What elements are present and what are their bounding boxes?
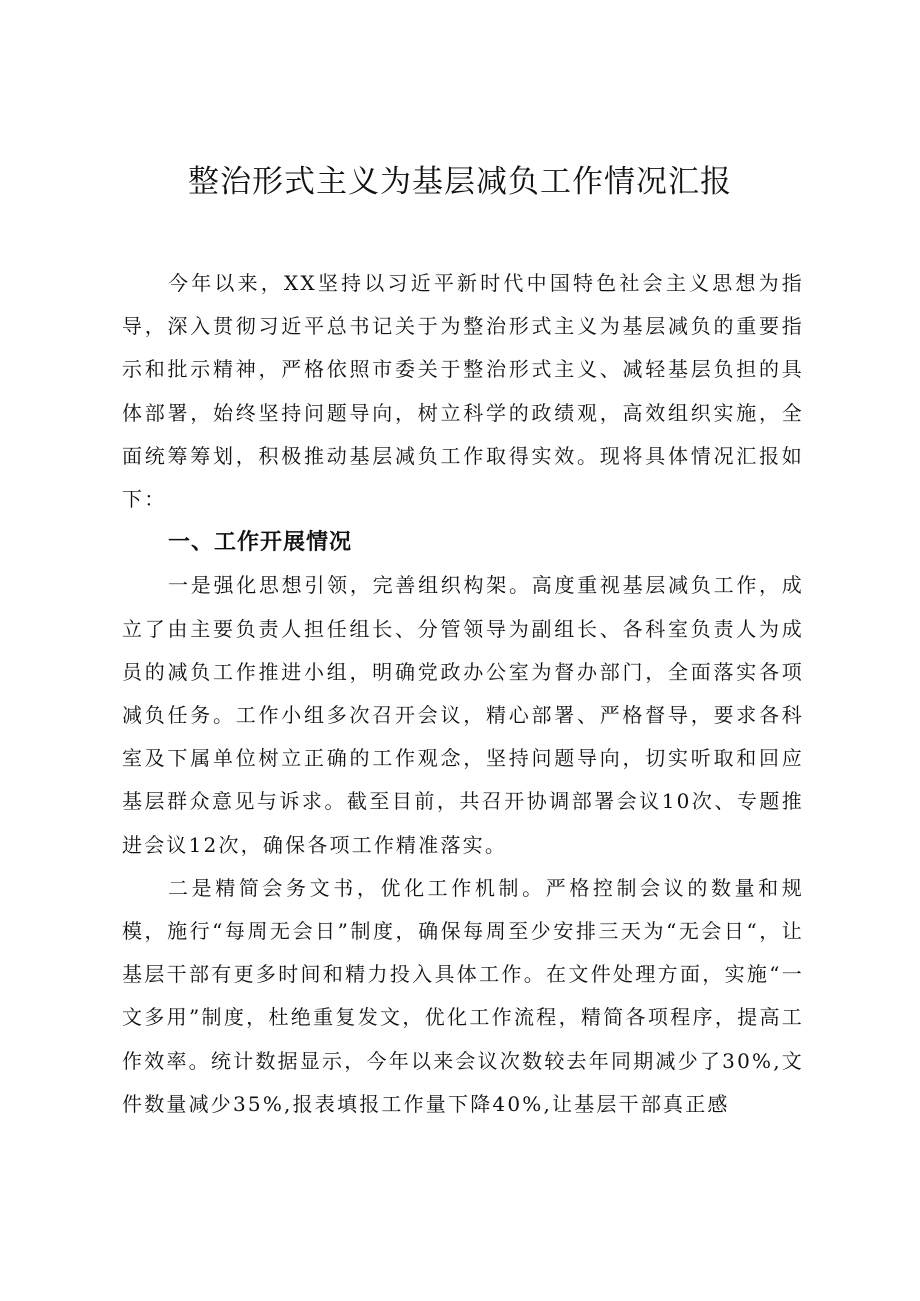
document-title: 整治形式主义为基层减负工作情况汇报 bbox=[188, 164, 732, 200]
section-paragraph-2: 二是精简会务文书，优化工作机制。严格控制会议的数量和规模，施行“每周无会日”制度，确保每周至少安排三天为“无会日“，让基层干部有更多时间和精力投入具体工作。在文件处理方面，实施“一文多用”制度，杜绝重复发文，优化工作流程，精简各项程序，提高工作效率。统计数据显示，今年以来会议次数较去年同期减少了30%,文件数量减少35%,报表填报工作量下降40%,让基层干部真正感 bbox=[122, 875, 804, 1116]
section-heading: 一、工作开展情况 bbox=[168, 530, 353, 556]
document-body bbox=[122, 262, 804, 1126]
section-paragraph-1: 一是强化思想引领，完善组织构架。高度重视基层减负工作，成立了由主要负责人担任组长、分管领导为副组长、各科室负责人为成员的减负工作推进小组，明确党政办公室为督办部门，全面落实各项减负任务。工作小组多次召开会议，精心部署、严格督导，要求各科室及下属单位树立正确的工作观念，坚持问题导向，切实听取和回应基层群众意见与诉求。截至目前，共召开协调部署会议10次、专题推进会议12次，确保各项工作精准落实。 bbox=[122, 573, 804, 857]
intro-paragraph: 今年以来，XX坚持以习近平新时代中国特色社会主义思想为指导，深入贯彻习近平总书记关于为整治形式主义为基层减负的重要指示和批示精神，严格依照市委关于整治形式主义、减轻基层负担的具体部署，始终坚持问题导向，树立科学的政绩观，高效组织实施，全面统筹筹划，积极推动基层减负工作取得实效。现将具体情况汇报如下： bbox=[122, 271, 804, 512]
